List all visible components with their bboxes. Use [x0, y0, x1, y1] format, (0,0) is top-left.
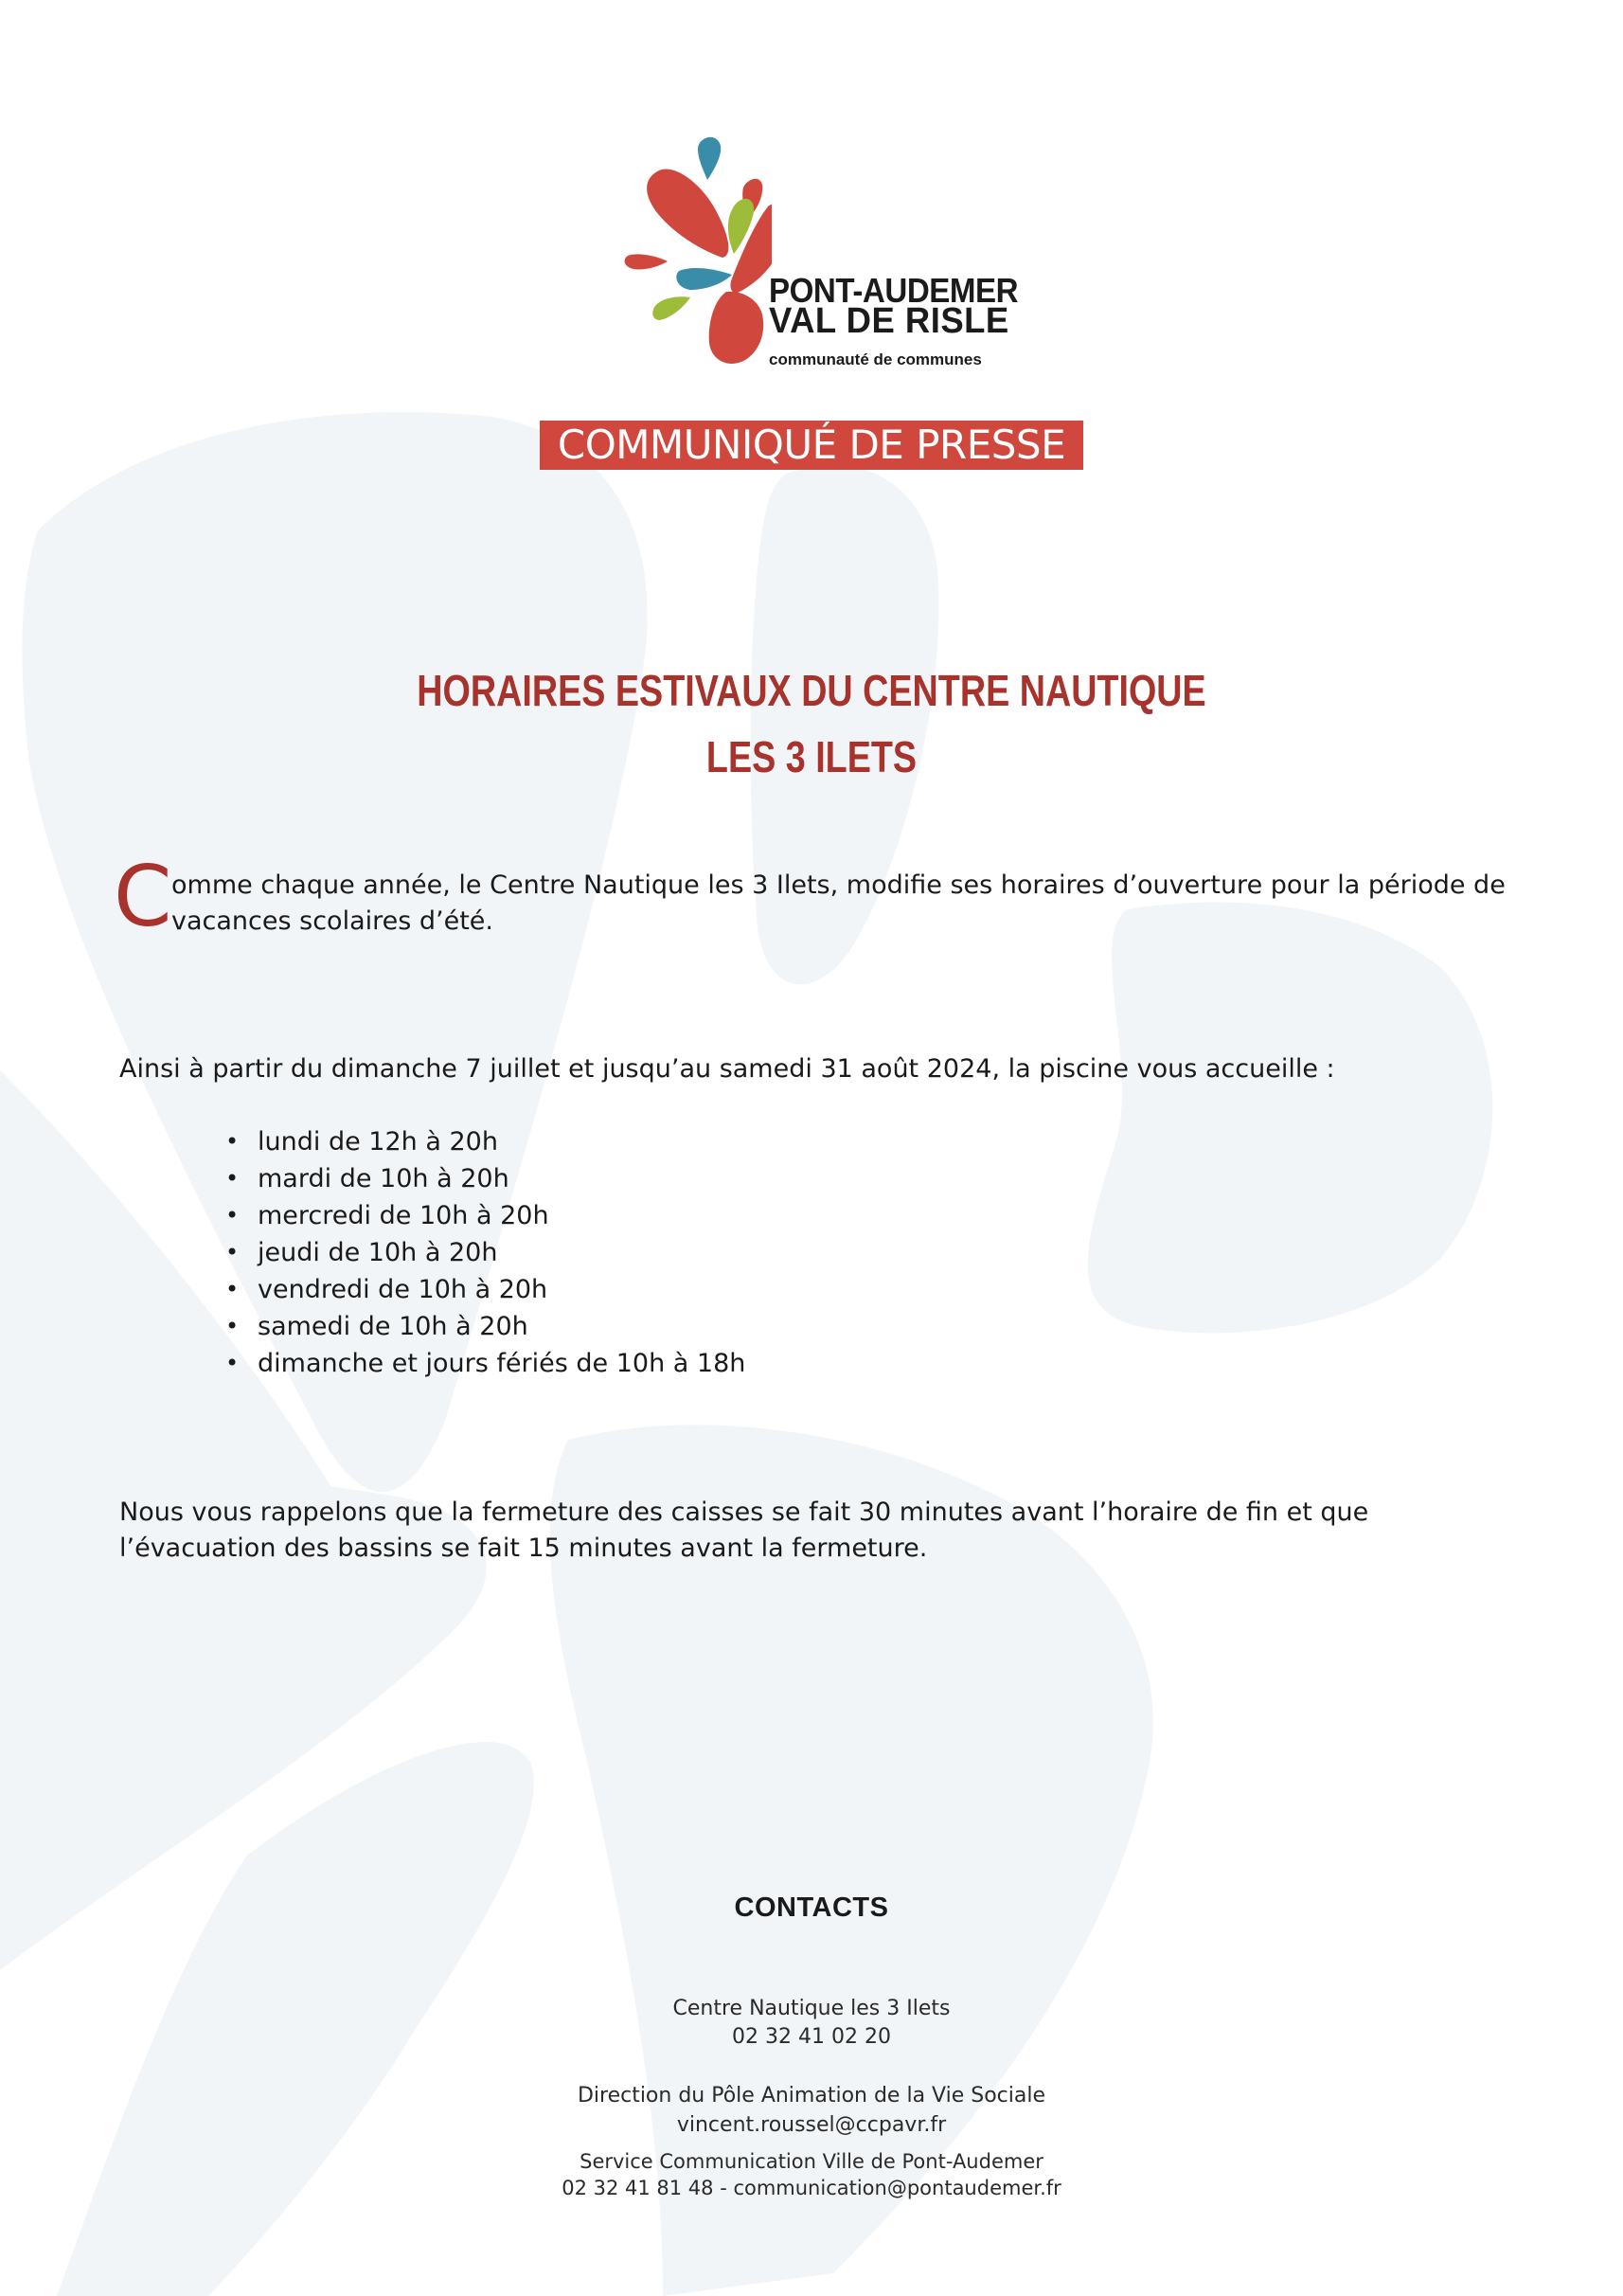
contact-service-name: Service Communication Ville de Pont-Audemer	[580, 2150, 1043, 2173]
intro-line2: vacances scolaires d’été.	[171, 906, 493, 936]
list-item: • mercredi de 10h à 20h	[225, 1197, 745, 1234]
contact-direction-name: Direction du Pôle Animation de la Vie Sociale	[577, 2084, 1046, 2108]
brand-tagline: communauté de communes	[769, 350, 982, 368]
note-line2: l’évacuation des bassins se fait 15 minutes avant la fermeture.	[119, 1534, 928, 1563]
note-line1: Nous vous rappelons que la fermeture des caisses se fait 30 minutes avant l’horaire de fin et que	[119, 1498, 1369, 1527]
logo-petals-icon	[620, 133, 772, 369]
contact-service-details: 02 32 41 81 48 - communication@pontaudemer.fr	[562, 2177, 1061, 2199]
list-item: • mardi de 10h à 20h	[225, 1160, 745, 1197]
brand-name-line1: PONT-AUDEMER	[769, 271, 1019, 310]
contact-direction-email: vincent.roussel@ccpavr.fr	[676, 2113, 947, 2137]
list-item: • dimanche et jours fériés de 10h à 18h	[225, 1345, 745, 1382]
logo	[0, 0, 1623, 398]
drop-cap: C	[114, 848, 172, 945]
list-item: • lundi de 12h à 20h	[225, 1123, 745, 1160]
contact-centre-phone: 02 32 41 02 20	[732, 2025, 891, 2049]
document-title-line1: HORAIRES ESTIVAUX DU CENTRE NAUTIQUE	[417, 666, 1206, 715]
contacts-heading: CONTACTS	[734, 1892, 889, 1923]
opening-hours-list	[225, 1123, 745, 1382]
list-item: • jeudi de 10h à 20h	[225, 1234, 745, 1271]
intro-line1: omme chaque année, le Centre Nautique les 3 Ilets, modifie ses horaires d’ouverture pour la période de	[171, 870, 1506, 900]
brand-name-line2: VAL DE RISLE	[769, 301, 1009, 341]
contact-centre-name: Centre Nautique les 3 Ilets	[672, 1997, 951, 2020]
period-paragraph: Ainsi à partir du dimanche 7 juillet et jusqu’au samedi 31 août 2024, la piscine vous accueille :	[119, 1054, 1335, 1084]
list-item: • vendredi de 10h à 20h	[225, 1271, 745, 1308]
document-title-line2: LES 3 ILETS	[705, 732, 918, 781]
press-release-badge: COMMUNIQUÉ DE PRESSE	[540, 421, 1083, 470]
list-item: • samedi de 10h à 20h	[225, 1308, 745, 1345]
